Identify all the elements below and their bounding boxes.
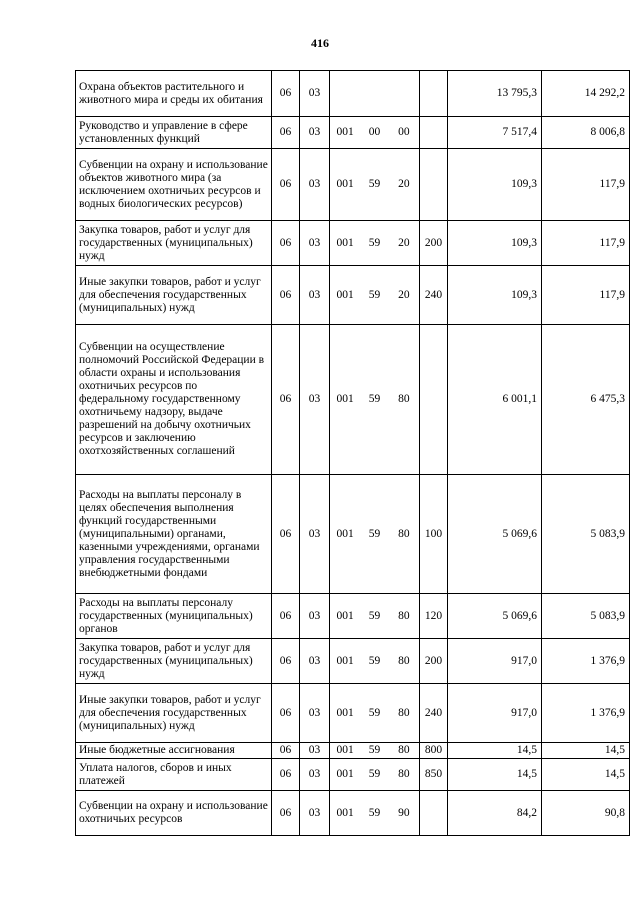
table-row <box>76 684 630 743</box>
target-article-code <box>330 266 420 325</box>
row-name: Охрана объектов растительного и животного мира и среды их обитания <box>76 71 272 117</box>
subsection-code: 03 <box>300 791 330 836</box>
target-article-part: 59 <box>368 609 381 622</box>
target-article-part: 001 <box>336 806 354 819</box>
target-article-part: 59 <box>368 768 381 780</box>
amount-year-2: 5 083,9 <box>542 594 630 639</box>
table-row <box>76 149 630 221</box>
target-article-code <box>330 71 420 117</box>
subsection-code: 03 <box>300 743 330 759</box>
target-article-part: 80 <box>398 706 410 719</box>
section-code: 06 <box>272 594 300 639</box>
subsection-code: 03 <box>300 266 330 325</box>
amount-year-2: 8 006,8 <box>542 117 630 149</box>
amount-year-1: 6 001,1 <box>448 325 542 475</box>
target-article-part: 001 <box>336 236 354 249</box>
row-name: Руководство и управление в сфере установленных функций <box>76 117 272 149</box>
target-article-code <box>330 325 420 475</box>
table-row <box>76 325 630 475</box>
target-article-part: 59 <box>368 706 381 719</box>
subsection-code: 03 <box>300 475 330 594</box>
table-row <box>76 475 630 594</box>
table-row <box>76 743 630 759</box>
table-row <box>76 639 630 684</box>
row-name: Иные закупки товаров, работ и услуг для обеспечения государственных (муниципальных) нужд <box>76 684 272 743</box>
table-row <box>76 759 630 791</box>
expense-type-code <box>420 325 448 475</box>
expense-type-code <box>420 71 448 117</box>
target-article-part: 20 <box>398 178 410 190</box>
expense-type-code: 800 <box>420 743 448 759</box>
row-name: Субвенции на охрану и использование охотничьих ресурсов <box>76 791 272 836</box>
target-article-part: 80 <box>398 527 410 540</box>
target-article-part: 001 <box>336 706 354 719</box>
subsection-code: 03 <box>300 684 330 743</box>
target-article-part: 001 <box>336 527 354 540</box>
expense-type-code: 100 <box>420 475 448 594</box>
row-name: Субвенции на охрану и использование объектов животного мира (за исключением охотничьих ресурсов и водных биологических ресурсов) <box>76 149 272 221</box>
table-row <box>76 791 630 836</box>
amount-year-2: 5 083,9 <box>542 475 630 594</box>
target-article-part: 59 <box>368 236 381 249</box>
amount-year-2: 117,9 <box>542 149 630 221</box>
table-body <box>76 71 630 836</box>
target-article-part: 59 <box>368 393 381 405</box>
subsection-code: 03 <box>300 117 330 149</box>
amount-year-2: 90,8 <box>542 791 630 836</box>
subsection-code: 03 <box>300 71 330 117</box>
target-article-part: 001 <box>336 744 354 756</box>
row-name: Закупка товаров, работ и услуг для государственных (муниципальных) нужд <box>76 639 272 684</box>
expense-type-code <box>420 149 448 221</box>
expense-type-code: 120 <box>420 594 448 639</box>
row-name: Расходы на выплаты персоналу в целях обеспечения выполнения функций государственными (муниципальными) органами, казенными учреждениями, органами управления государственными внебюджетными фондами <box>76 475 272 594</box>
expense-type-code: 240 <box>420 684 448 743</box>
expense-type-code: 850 <box>420 759 448 791</box>
target-article-code <box>330 743 420 759</box>
table-row <box>76 266 630 325</box>
expense-type-code: 200 <box>420 639 448 684</box>
section-code: 06 <box>272 266 300 325</box>
subsection-code: 03 <box>300 594 330 639</box>
target-article-part: 59 <box>368 806 381 819</box>
section-code: 06 <box>272 325 300 475</box>
amount-year-1: 7 517,4 <box>448 117 542 149</box>
target-article-part: 001 <box>336 126 354 138</box>
target-article-part: 59 <box>368 288 381 301</box>
amount-year-1: 109,3 <box>448 149 542 221</box>
target-article-code <box>330 475 420 594</box>
section-code: 06 <box>272 743 300 759</box>
target-article-part: 001 <box>336 768 354 780</box>
budget-table <box>75 70 630 836</box>
target-article-part: 59 <box>368 654 381 667</box>
target-article-part: 59 <box>368 527 381 540</box>
expense-type-code <box>420 791 448 836</box>
row-name: Закупка товаров, работ и услуг для государственных (муниципальных) нужд <box>76 221 272 266</box>
amount-year-2: 117,9 <box>542 266 630 325</box>
subsection-code: 03 <box>300 639 330 684</box>
section-code: 06 <box>272 791 300 836</box>
target-article-part: 59 <box>368 744 381 756</box>
target-article-part: 90 <box>398 806 410 819</box>
row-name: Иные бюджетные ассигнования <box>76 743 272 759</box>
section-code: 06 <box>272 117 300 149</box>
amount-year-2: 117,9 <box>542 221 630 266</box>
row-name: Уплата налогов, сборов и иных платежей <box>76 759 272 791</box>
target-article-part: 20 <box>398 236 410 249</box>
amount-year-2: 1 376,9 <box>542 684 630 743</box>
target-article-code <box>330 117 420 149</box>
amount-year-1: 109,3 <box>448 266 542 325</box>
target-article-part: 80 <box>398 654 410 667</box>
page-number: 416 <box>311 36 329 50</box>
target-article-part: 00 <box>368 126 381 138</box>
target-article-part: 59 <box>368 178 381 190</box>
amount-year-1: 14,5 <box>448 743 542 759</box>
target-article-code <box>330 759 420 791</box>
target-article-code <box>330 791 420 836</box>
section-code: 06 <box>272 759 300 791</box>
expense-type-code <box>420 117 448 149</box>
target-article-part: 20 <box>398 288 410 301</box>
amount-year-1: 5 069,6 <box>448 594 542 639</box>
target-article-code <box>330 149 420 221</box>
amount-year-1: 917,0 <box>448 684 542 743</box>
section-code: 06 <box>272 684 300 743</box>
target-article-part: 80 <box>398 393 410 405</box>
subsection-code: 03 <box>300 759 330 791</box>
amount-year-2: 14,5 <box>542 743 630 759</box>
section-code: 06 <box>272 639 300 684</box>
amount-year-1: 109,3 <box>448 221 542 266</box>
target-article-part: 001 <box>336 288 354 301</box>
subsection-code: 03 <box>300 221 330 266</box>
table-row <box>76 71 630 117</box>
target-article-part: 80 <box>398 609 410 622</box>
target-article-part: 80 <box>398 768 410 780</box>
expense-type-code: 200 <box>420 221 448 266</box>
target-article-part: 001 <box>336 178 354 190</box>
row-name: Субвенции на осуществление полномочий Российской Федерации в области охраны и использования охотничьих ресурсов по федеральному государственному охотничьему надзору, выдаче разрешений на добычу охотничьих ресурсов и заключению охотхозяйственных соглашений <box>76 325 272 475</box>
target-article-code <box>330 594 420 639</box>
target-article-code <box>330 221 420 266</box>
amount-year-1: 84,2 <box>448 791 542 836</box>
amount-year-1: 14,5 <box>448 759 542 791</box>
table-row <box>76 221 630 266</box>
target-article-part: 00 <box>398 126 410 138</box>
amount-year-2: 1 376,9 <box>542 639 630 684</box>
row-name: Расходы на выплаты персоналу государственных (муниципальных) органов <box>76 594 272 639</box>
target-article-part: 80 <box>398 744 410 756</box>
subsection-code: 03 <box>300 149 330 221</box>
subsection-code: 03 <box>300 325 330 475</box>
row-name: Иные закупки товаров, работ и услуг для обеспечения государственных (муниципальных) нужд <box>76 266 272 325</box>
target-article-part: 001 <box>336 393 354 405</box>
target-article-part: 001 <box>336 654 354 667</box>
section-code: 06 <box>272 149 300 221</box>
section-code: 06 <box>272 221 300 266</box>
amount-year-2: 14 292,2 <box>542 71 630 117</box>
amount-year-1: 13 795,3 <box>448 71 542 117</box>
table-row <box>76 594 630 639</box>
section-code: 06 <box>272 475 300 594</box>
target-article-code <box>330 684 420 743</box>
amount-year-1: 917,0 <box>448 639 542 684</box>
amount-year-1: 5 069,6 <box>448 475 542 594</box>
amount-year-2: 14,5 <box>542 759 630 791</box>
amount-year-2: 6 475,3 <box>542 325 630 475</box>
table-row <box>76 117 630 149</box>
section-code: 06 <box>272 71 300 117</box>
target-article-part: 001 <box>336 609 354 622</box>
expense-type-code: 240 <box>420 266 448 325</box>
target-article-code <box>330 639 420 684</box>
